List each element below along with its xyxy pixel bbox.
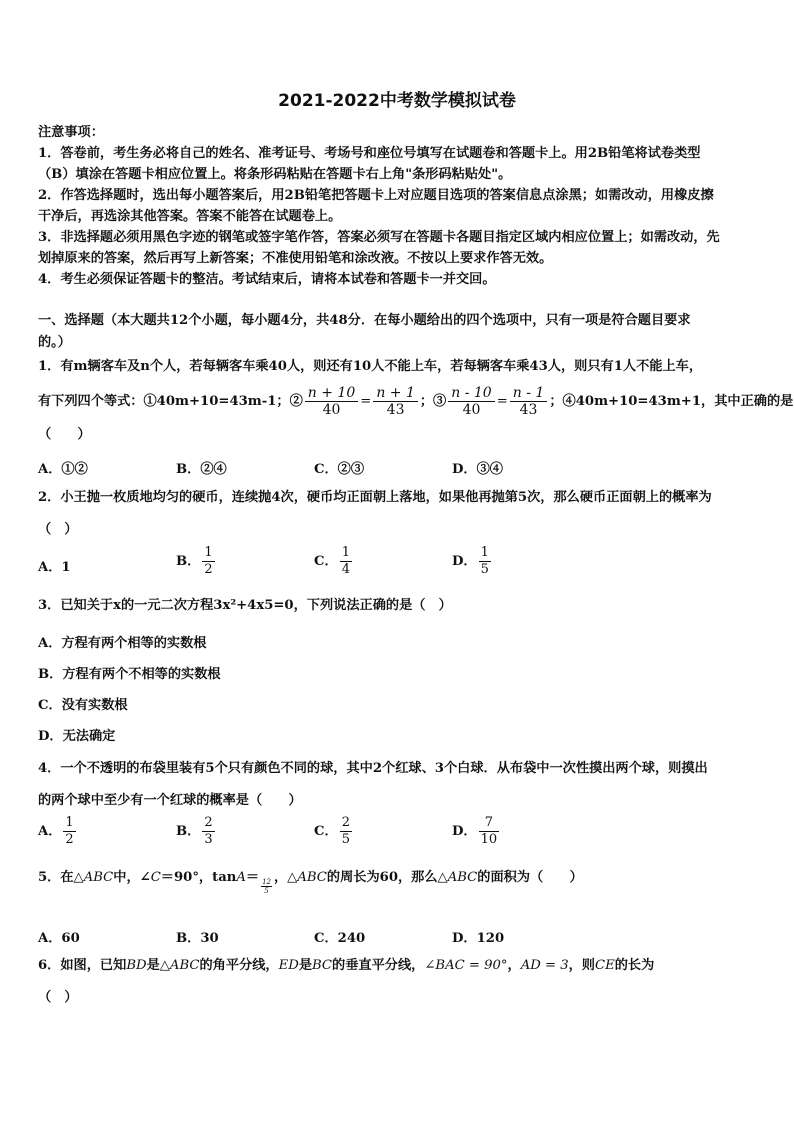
q1-fraction-2-den: 43 [386,402,405,418]
q2-option-c-num: 1 [341,545,350,560]
q6-text-8: 的长为 [614,958,655,973]
notice-heading: 注意事项： [38,125,104,140]
q2-option-d-fraction [479,545,491,578]
q5-text-3: ＝90°，tan [160,870,237,885]
q5-triangle-abc-2: ABC [297,870,327,885]
q5-tan-den: 5 [264,887,269,895]
q6-answer-paren: （ ） [38,990,78,1005]
notice-line-3: 2．作答选择题时，选出每小题答案后，用2B铅笔把答题卡上对应题目选项的答案信息点涂黑；如需改动，用橡皮擦 [38,188,714,203]
section-header-line-2: 的。） [38,335,71,350]
q6-segment-bd: BD [126,958,147,973]
q1-equals-2: = [496,394,508,409]
q2-answer-paren: （ ） [38,522,78,537]
q6-triangle-abc: ABC [169,958,200,973]
q1-fraction-2-num: n + 1 [373,385,418,402]
q4-option-a[interactable] [38,815,78,848]
q2-option-b[interactable] [176,545,217,578]
q1-fraction-4-num: n - 1 [510,385,548,402]
q5-text-7: 的面积为（ ） [477,870,583,885]
q5-tan-fraction [261,878,272,895]
q4-option-b-label: B． [176,824,201,839]
q2-option-b-num: 1 [204,545,213,560]
q6-segment-ce: CE [595,958,615,973]
q1-option-c[interactable]: C．②③ [314,462,365,477]
q5-text-6: 的周长为60，那么△ [326,870,448,885]
q3-option-d[interactable]: D．无法确定 [38,729,116,744]
q6-text-6: ， [507,958,521,973]
q1-eq-1-text: 有下列四个等式：①40m+10=43m-1；② [38,394,303,409]
q4-option-a-den: 2 [65,832,74,847]
q2-option-b-label: B． [176,554,201,569]
q6-text-3: 的角平分线， [199,958,279,973]
q5-option-c[interactable]: C．240 [314,931,366,946]
q1-option-a[interactable]: A．①② [38,462,88,477]
q4-option-c-num: 2 [341,815,350,830]
q2-option-d-den: 5 [480,562,489,577]
q3-option-b[interactable]: B．方程有两个不相等的实数根 [38,667,221,682]
q2-option-c-label: C． [314,554,338,569]
notice-line-2: （B）填涂在答题卡相应位置上。将条形码粘贴在答题卡右上角"条形码粘贴处"。 [38,167,512,182]
q1-fraction-1-den: 40 [322,402,341,418]
q1-fraction-1-num: n + 10 [305,385,358,402]
q4-option-b-num: 2 [204,815,213,830]
q5-tan-a: A [236,870,246,885]
q1-option-b[interactable]: B．②④ [176,462,227,477]
q4-option-c-den: 5 [341,832,350,847]
q6-stem-line-1 [38,957,654,975]
q5-triangle-abc-1: ABC [83,870,114,885]
q2-option-d-label: D． [452,554,477,569]
q4-stem-line-2: 的两个球中至少有一个红球的概率是（ ） [38,793,302,808]
q6-text-5: 的垂直平分线， [332,958,425,973]
q5-text-1: 5．在△ [38,870,84,885]
q3-option-c[interactable]: C．没有实数根 [38,698,128,713]
notice-line-6: 划掉原来的答案，然后再写上新答案；不准使用铅笔和涂改液。不按以上要求作答无效。 [38,251,553,266]
q4-option-b-fraction [202,815,214,848]
q2-option-b-fraction [202,545,214,578]
q4-option-d-label: D． [452,824,477,839]
q4-option-d-fraction [479,815,500,848]
q6-text-2: 是△ [146,958,170,973]
q6-text-7: ，则 [568,958,595,973]
notice-line-4: 干净后，再选涂其他答案。答案不能答在试题卷上。 [38,209,342,224]
q2-option-d-num: 1 [480,545,489,560]
page-title: 2021-2022中考数学模拟试卷 [278,91,516,111]
q1-answer-paren: （ ） [38,427,91,442]
q4-option-a-num: 1 [65,815,74,830]
q6-segment-ed: ED [278,958,299,973]
q4-option-b[interactable] [176,815,217,848]
q1-stem-line-2 [38,385,793,419]
q1-fraction-4-den: 43 [519,402,538,418]
q4-option-c[interactable] [314,815,354,848]
q5-triangle-abc-3: ABC [447,870,478,885]
q2-option-c-fraction [340,545,352,578]
q2-stem-line-1: 2．小王抛一枚质地均匀的硬币，连续抛4次，硬币均正面朝上落地，如果他再抛第5次，那么硬币正面朝上的概率为 [38,490,712,505]
q5-text-4: ＝ [245,870,260,885]
q4-option-d[interactable] [452,815,501,848]
q5-angle-c: C [150,870,161,885]
q1-option-d[interactable]: D．③④ [452,462,503,477]
q5-option-d[interactable]: D．120 [452,931,505,946]
q5-text-5: ，△ [273,870,298,885]
q1-sep-3: ；③ [419,394,447,409]
q6-text-1: 6．如图，已知 [38,958,127,973]
q4-option-d-num: 7 [479,815,500,832]
q5-option-a[interactable]: A．60 [38,931,80,946]
q4-option-a-label: A． [38,824,62,839]
notice-line-1: 1．答卷前，考生务必将自己的姓名、准考证号、考场号和座位号填写在试题卷和答题卡上。用2B铅笔将试卷类型 [38,146,701,161]
notice-line-5: 3．非选择题必须用黑色字迹的钢笔或签字笔作答，答案必须写在答题卡各题目指定区域内相应位置上；如需改动，先 [38,230,720,245]
q6-length-ad: AD = 3 [520,958,569,973]
q1-fraction-2 [373,385,418,418]
q1-stem-line-1: 1．有m辆客车及n个人，若每辆客车乘40人，则还有10人不能上车，若每辆客车乘43人，则只有1人不能上车， [38,359,703,374]
q1-fraction-3-den: 40 [462,402,481,418]
q2-option-c[interactable] [314,545,354,578]
q1-eq-4-text: ；④40m+10=43m+1，其中正确的是 [549,394,794,409]
q4-option-c-fraction [340,815,352,848]
q4-option-d-den: 10 [480,832,498,847]
q1-fraction-1 [305,385,358,418]
notice-line-7: 4．考生必须保证答题卡的整洁。考试结束后，请将本试卷和答题卡一并交回。 [38,272,496,287]
q6-angle-bac: ∠BAC = 90° [424,958,508,973]
q3-stem-line-1: 3．已知关于x的一元二次方程3x²+4x5=0，下列说法正确的是（ ） [38,598,452,613]
q3-option-a[interactable]: A．方程有两个相等的实数根 [38,636,207,651]
q5-tan-num: 12 [262,878,271,886]
q6-segment-bc: BC [312,958,333,973]
q1-fraction-4 [510,385,548,418]
q4-option-a-fraction [63,815,75,848]
q4-stem-line-1: 4．一个不透明的布袋里装有5个只有颜色不同的球，其中2个红球、3个白球．从布袋中一次性摸出两个球，则摸出 [38,761,708,776]
q2-option-b-den: 2 [204,562,213,577]
q1-fraction-3 [448,385,494,418]
q5-text-2: 中，∠ [113,870,151,885]
q2-option-d[interactable] [452,545,493,578]
q6-text-4: 是 [298,958,312,973]
q4-option-c-label: C． [314,824,338,839]
q1-equals-1: = [360,394,372,409]
q5-option-b[interactable]: B．30 [176,931,219,946]
q2-option-a[interactable]: A．1 [38,560,71,575]
q2-option-c-den: 4 [341,562,350,577]
q4-option-b-den: 3 [204,832,213,847]
q5-stem-line-1 [38,865,583,895]
q1-fraction-3-num: n - 10 [448,385,494,402]
section-header-line-1: 一、选择题（本大题共12个小题，每小题4分，共48分．在每小题给出的四个选项中，只有一项是符合题目要求 [38,313,691,328]
